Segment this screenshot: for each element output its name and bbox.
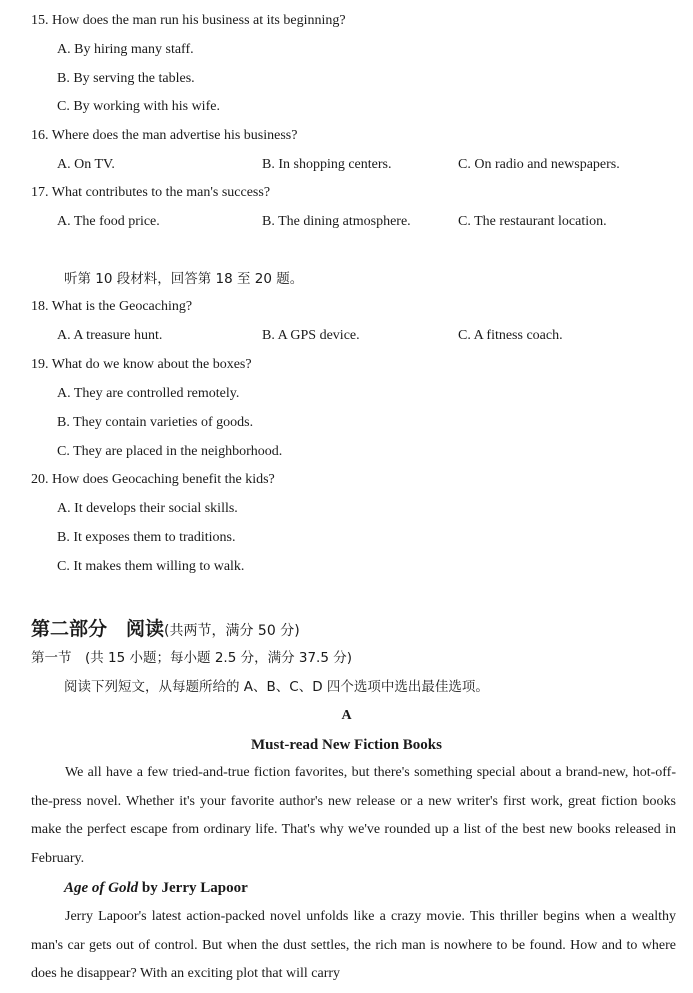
question-15-option-c: C. By working with his wife. [57,99,220,114]
question-17-stem: 17. What contributes to the man's success? [31,185,271,200]
section-one-heading: 第一节 (共 15 小题；每小题 2.5 分，满分 37.5 分) [31,650,352,666]
book-title: Age of Gold [64,880,139,896]
question-19-stem: 19. What do we know about the boxes? [31,357,252,372]
question-20-option-c: C. It makes them willing to walk. [57,559,245,574]
question-17-option-b: B. The dining atmosphere. [262,214,411,229]
passage-intro-paragraph: We all have a few tried-and-true fiction favorites, but there's something special about a brand-new, hot-off-the-press novel. Whether it's your favorite author's new release or a new writer's first work, great fiction books make the perfect escape from ordinary life. That's why we've rounded up a list of the best new books released in February. [31,765,676,866]
passage-letter: A [341,708,352,723]
question-19-option-b: B. They contain varieties of goods. [57,415,254,430]
question-15-option-b: B. By serving the tables. [57,71,195,86]
book-description-paragraph: Jerry Lapoor's latest action-packed novel unfolds like a crazy movie. This thriller begins when a wealthy man's car gets out of control. But when the dust settles, the rich man is nowhere to be found. How and to where does he disappear? With an exciting plot that will carry [31,909,676,981]
book-author: by Jerry Lapoor [138,880,248,896]
question-19-option-c: C. They are placed in the neighborhood. [57,444,283,459]
reading-instruction: 阅读下列短文，从每题所给的 A、B、C、D 四个选项中选出最佳选项。 [64,679,489,695]
question-17-option-c: C. The restaurant location. [458,214,607,229]
question-18-option-a: A. A treasure hunt. [57,328,163,343]
question-15-stem: 15. How does the man run his business at its beginning? [31,13,346,28]
question-18-option-c: C. A fitness coach. [458,328,563,343]
question-15-option-a: A. By hiring many staff. [57,42,194,57]
passage-title: Must-read New Fiction Books [251,737,442,753]
question-16-option-a: A. On TV. [57,157,115,172]
question-20-option-b: B. It exposes them to traditions. [57,530,236,545]
question-16-option-c: C. On radio and newspapers. [458,157,620,172]
part-two-heading [31,617,300,643]
question-18-option-b: B. A GPS device. [262,328,360,343]
book-heading [64,879,248,897]
question-18-stem: 18. What is the Geocaching? [31,299,193,314]
question-16-stem: 16. Where does the man advertise his business? [31,128,298,143]
question-20-stem: 20. How does Geocaching benefit the kids? [31,472,275,487]
section-10-instruction: 听第 10 段材料，回答第 18 至 20 题。 [64,271,304,287]
question-19-option-a: A. They are controlled remotely. [57,386,240,401]
part-two-note: (共两节，满分 50 分) [164,623,300,639]
part-two-title: 第二部分 阅读 [31,618,165,640]
question-17-option-a: A. The food price. [57,214,160,229]
question-20-option-a: A. It develops their social skills. [57,501,238,516]
question-16-option-b: B. In shopping centers. [262,157,392,172]
